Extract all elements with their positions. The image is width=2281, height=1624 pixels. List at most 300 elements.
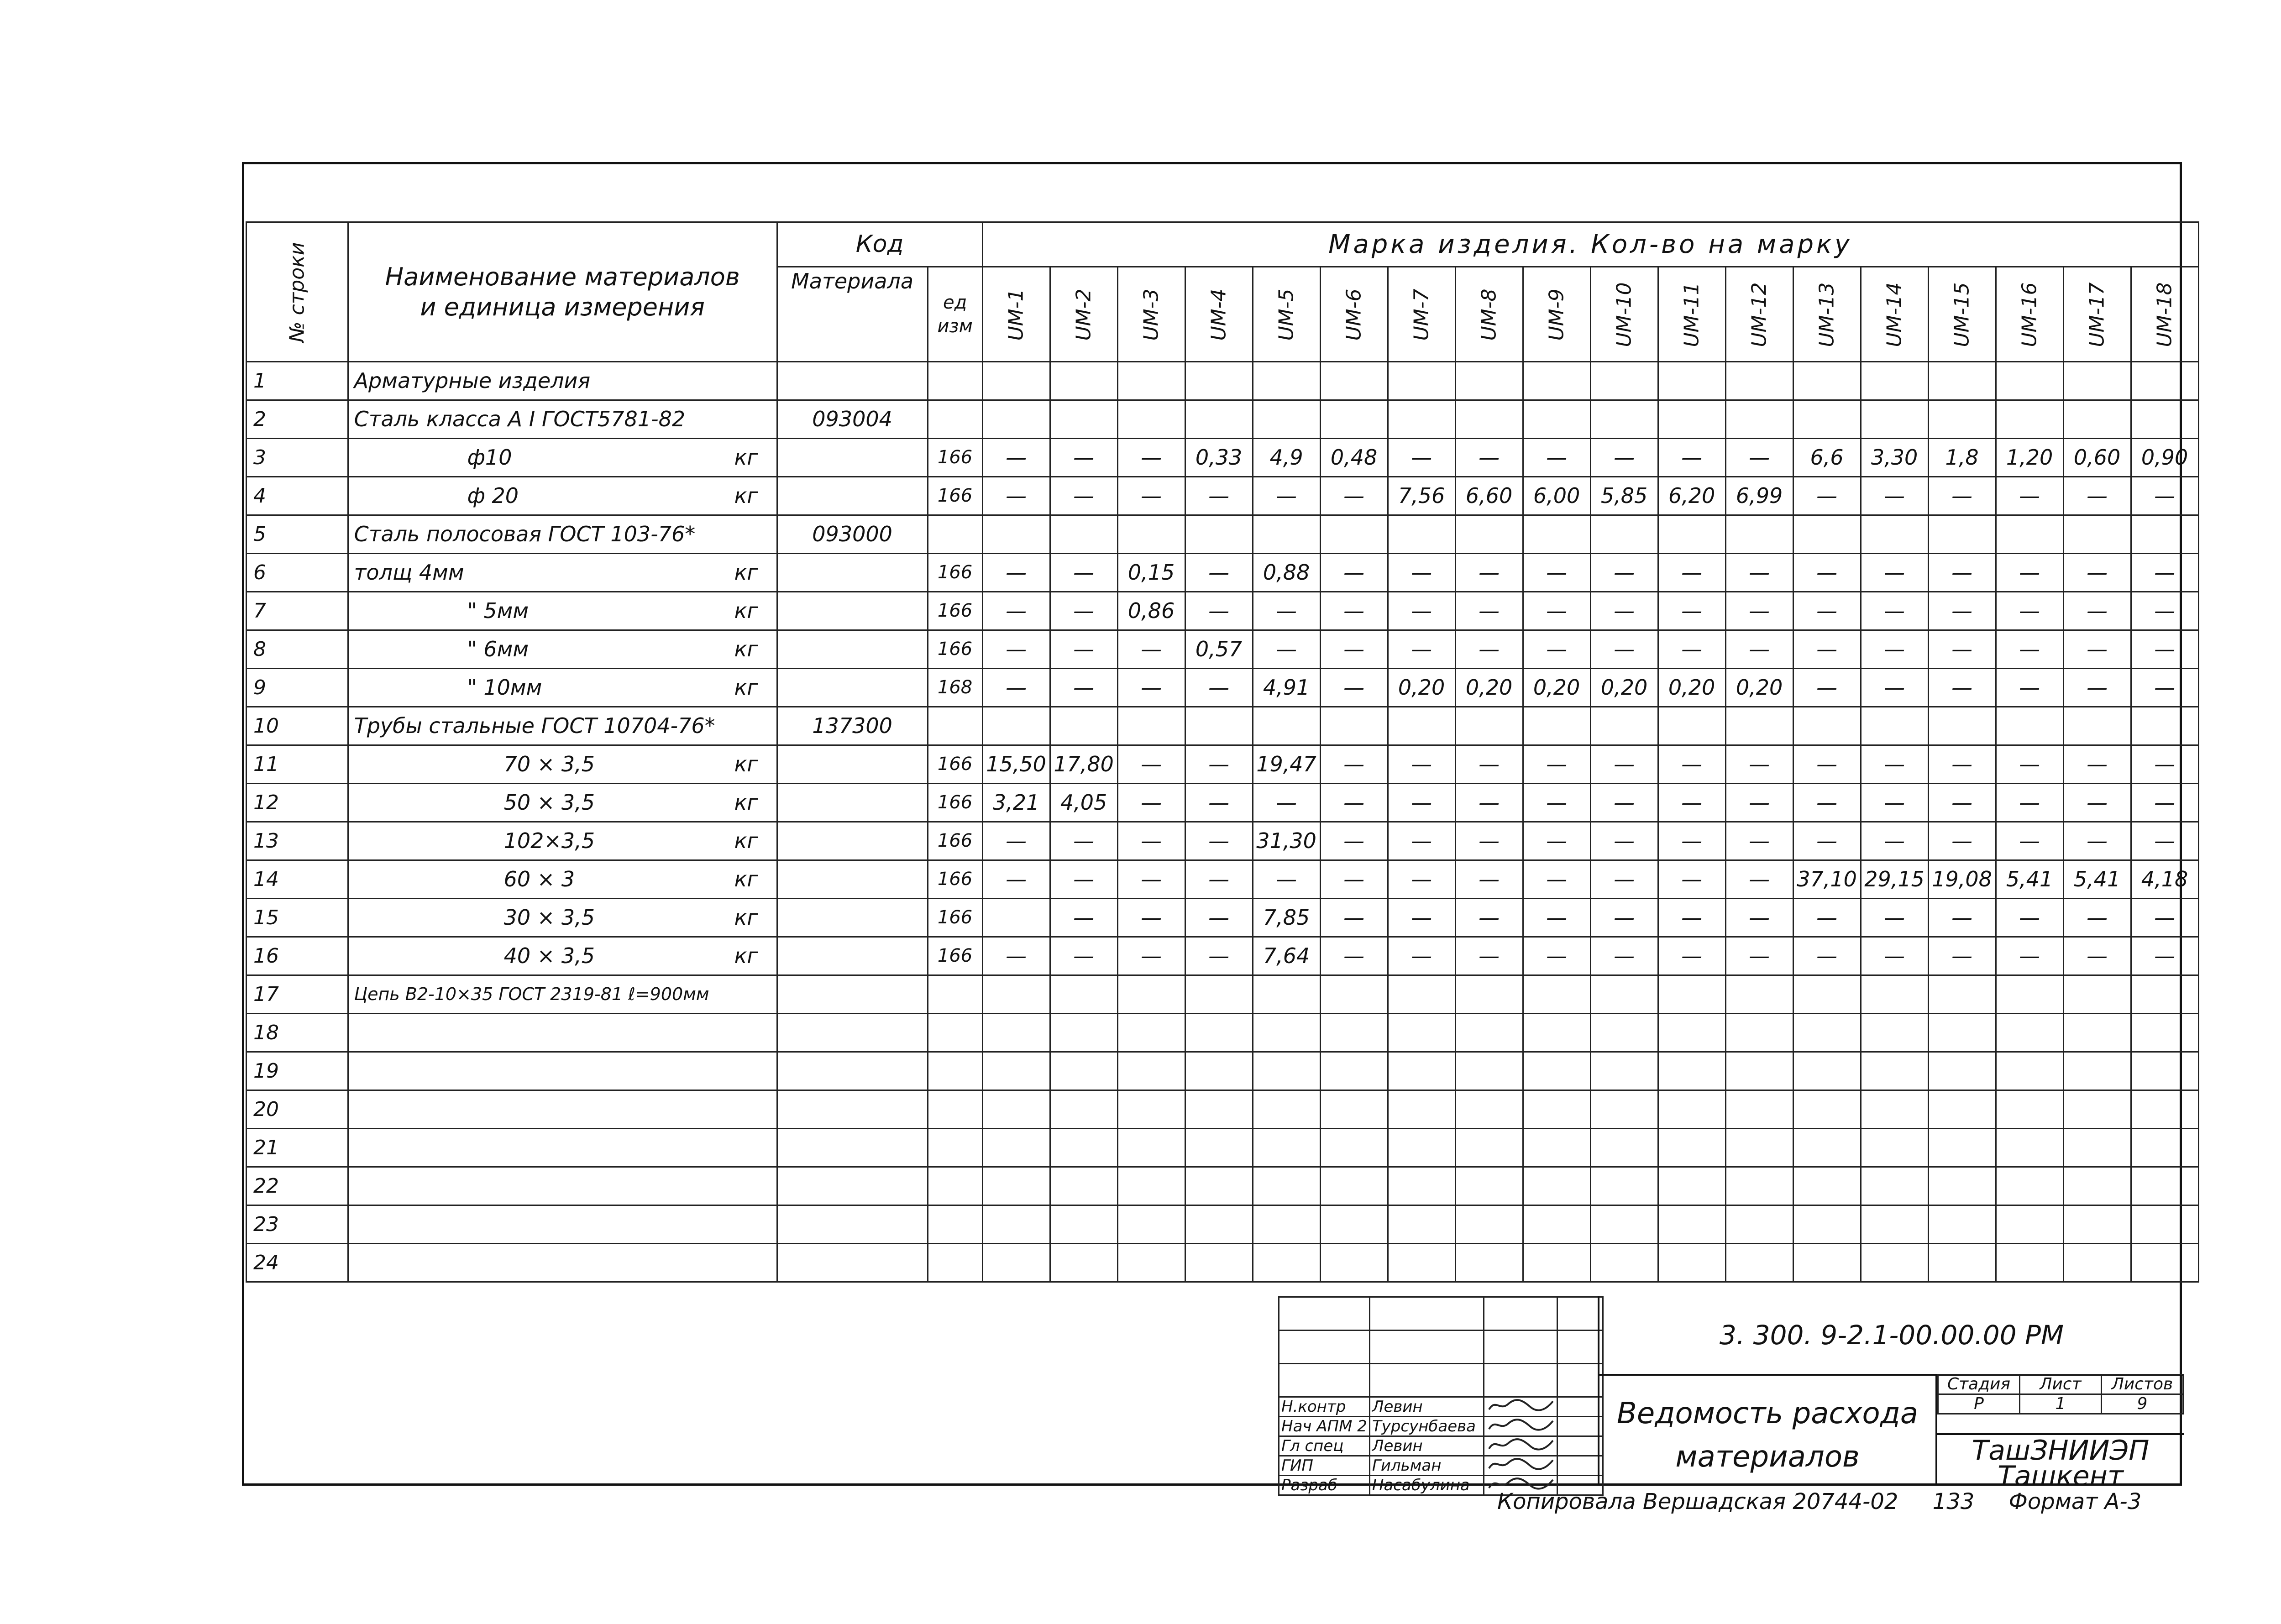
cell-value-text: — [1276, 790, 1297, 815]
row-name [348, 822, 777, 860]
row-code [777, 822, 928, 860]
cell-value [1388, 975, 1455, 1014]
cell-value-text: — [1546, 943, 1568, 968]
cell-value [1996, 400, 2063, 439]
row-name [348, 400, 777, 439]
cell-value-text: — [1208, 790, 1230, 815]
row-number [246, 899, 348, 937]
signature-mark [1484, 1456, 1557, 1476]
row-unit-label: кг [734, 867, 758, 891]
row-code-text: 093000 [812, 522, 892, 546]
cell-value [1861, 899, 1928, 937]
row-number [246, 822, 348, 860]
cell-value [1455, 707, 1523, 745]
cell-value [1388, 784, 1455, 822]
row-code [777, 554, 928, 592]
cell-value [2131, 975, 2198, 1014]
cell-value [1117, 477, 1185, 515]
row-code [777, 937, 928, 975]
cell-value [2131, 1052, 2198, 1090]
cell-value [1455, 439, 1523, 477]
cell-value-text: 0,33 [1195, 445, 1243, 470]
cell-value [1455, 1090, 1523, 1129]
row-name-wrap [349, 707, 776, 744]
cell-value [2131, 515, 2198, 554]
signature-scribble-icon [1486, 1417, 1555, 1433]
cell-value-text: 5,41 [2073, 867, 2121, 891]
cell-value-text: — [1073, 637, 1095, 661]
cell-value [1523, 1244, 1590, 1282]
cell-value [2131, 1244, 2198, 1282]
cell-value-text: — [1411, 828, 1432, 853]
cell-value [982, 362, 1050, 400]
row-unit [928, 745, 982, 784]
cell-value [1725, 1129, 1793, 1167]
cell-value [1725, 1167, 1793, 1205]
cell-value [2131, 860, 2198, 899]
cell-value [1996, 1129, 2063, 1167]
cell-value-text: — [1816, 828, 1838, 853]
cell-value [1590, 899, 1658, 937]
cell-value [1590, 1052, 1658, 1090]
cell-value [1996, 707, 2063, 745]
cell-value-text: — [2019, 943, 2040, 968]
cell-value-text: — [2154, 790, 2176, 815]
cell-value [2063, 515, 2131, 554]
cell-value-text: 5,41 [2006, 867, 2053, 891]
row-unit [928, 975, 982, 1014]
header-mark-text: UM-16 [2018, 282, 2041, 347]
cell-value [1793, 1244, 1861, 1282]
cell-value [1050, 1090, 1117, 1129]
cell-value [1658, 515, 1725, 554]
cell-value [1725, 362, 1793, 400]
row-name [348, 860, 777, 899]
row-number-text: 9 [253, 676, 266, 699]
cell-value [1658, 477, 1725, 515]
signature-role [1279, 1397, 1370, 1417]
row-name-wrap [349, 1091, 776, 1128]
row-name [348, 630, 777, 669]
row-number [246, 592, 348, 630]
cell-value [1185, 899, 1253, 937]
cell-value [1117, 784, 1185, 822]
header-mark-4 [1185, 267, 1253, 362]
cell-value [1050, 669, 1117, 707]
row-name [348, 669, 777, 707]
cell-value [1725, 592, 1793, 630]
header-mark-text: UM-11 [1680, 282, 1704, 347]
row-name-text: " 6мм [467, 637, 529, 661]
cell-value [1050, 515, 1117, 554]
cell-value [2131, 784, 2198, 822]
cell-value [1793, 669, 1861, 707]
row-number-text: 16 [253, 944, 279, 968]
cell-value [1725, 477, 1793, 515]
cell-value [1253, 1014, 1320, 1052]
cell-value [1928, 899, 1996, 937]
cell-value [1658, 1129, 1725, 1167]
cell-value [1928, 975, 1996, 1014]
header-code [777, 222, 982, 267]
cell-value [1658, 1205, 1725, 1244]
cell-value [1388, 477, 1455, 515]
sheet-value: 1 [2020, 1394, 2102, 1414]
cell-value [1185, 592, 1253, 630]
row-code [777, 1205, 928, 1244]
cell-value [1658, 745, 1725, 784]
cell-value [1117, 362, 1185, 400]
cell-value [1455, 1129, 1523, 1167]
cell-value-text: — [1411, 905, 1432, 930]
cell-value [1928, 1052, 1996, 1090]
signature-blank-cell [1557, 1297, 1603, 1331]
table-row [246, 1014, 2199, 1052]
row-code [777, 1014, 928, 1052]
cell-value-text: — [1208, 752, 1230, 776]
signature-mark [1484, 1417, 1557, 1436]
cell-value-text: — [1749, 445, 1770, 470]
row-unit [928, 784, 982, 822]
row-number [246, 362, 348, 400]
sheet-number: 133 [1932, 1489, 1975, 1514]
cell-value [2131, 1167, 2198, 1205]
cell-value [2131, 899, 2198, 937]
row-name-text: 102×3,5 [503, 828, 595, 853]
cell-value-text: — [1614, 943, 1635, 968]
cell-value [982, 1167, 1050, 1205]
row-number-text: 1 [253, 369, 266, 393]
cell-value [1861, 937, 1928, 975]
cell-value-text: 19,47 [1256, 752, 1316, 776]
cell-value [1185, 784, 1253, 822]
cell-value [1050, 1129, 1117, 1167]
cell-value-text: — [1343, 637, 1365, 661]
cell-value [1725, 1205, 1793, 1244]
cell-value-text: 6,99 [1736, 483, 1783, 508]
cell-value [1928, 630, 1996, 669]
cell-value-text: — [1816, 675, 1838, 700]
cell-value [1117, 515, 1185, 554]
cell-value [2063, 630, 2131, 669]
organization-name: ТашЗНИИЭП [1972, 1435, 2150, 1467]
cell-value [1117, 592, 1185, 630]
cell-value [1590, 1129, 1658, 1167]
row-code [777, 1244, 928, 1282]
row-number [246, 477, 348, 515]
cell-value [1793, 1014, 1861, 1052]
cell-value [982, 1205, 1050, 1244]
signature-scribble-icon [1486, 1437, 1555, 1452]
cell-value-text: — [1411, 752, 1432, 776]
cell-value [1928, 822, 1996, 860]
header-mark-text: UM-7 [1410, 288, 1433, 341]
copied-by: Копировала Вершадская 20744-02 [1497, 1489, 1898, 1514]
cell-value-text: — [1141, 790, 1162, 815]
cell-value [1117, 745, 1185, 784]
row-number-text: 7 [253, 599, 266, 623]
cell-value [982, 822, 1050, 860]
cell-value [1117, 1052, 1185, 1090]
cell-value [1658, 1014, 1725, 1052]
cell-value-text: — [1951, 943, 1973, 968]
row-name-text: 40 × 3,5 [503, 943, 595, 968]
cell-value-text: — [1276, 637, 1297, 661]
signature-blank-cell [1484, 1297, 1557, 1331]
row-unit [928, 477, 982, 515]
cell-value-text: — [1749, 752, 1770, 776]
row-number [246, 1129, 348, 1167]
cell-value [1658, 554, 1725, 592]
stage-value: Р [1938, 1394, 2020, 1414]
cell-value [1793, 630, 1861, 669]
cell-value-text: — [1614, 752, 1635, 776]
row-number-text: 12 [253, 791, 279, 814]
cell-value [1658, 592, 1725, 630]
row-code [777, 592, 928, 630]
row-number [246, 745, 348, 784]
cell-value [1253, 592, 1320, 630]
cell-value [1793, 554, 1861, 592]
cell-value-text: — [1884, 560, 1905, 585]
cell-value [1455, 362, 1523, 400]
row-name-wrap [349, 669, 776, 706]
row-unit-label: кг [734, 483, 758, 508]
row-unit-text: 166 [937, 754, 973, 775]
header-material [777, 267, 928, 362]
cell-value [982, 975, 1050, 1014]
cell-value-text: 6,00 [1533, 483, 1580, 508]
cell-value-text: 7,85 [1263, 905, 1310, 930]
cell-value [982, 1129, 1050, 1167]
cell-value-text: 0,86 [1127, 598, 1175, 623]
header-mark-18 [2131, 267, 2198, 362]
cell-value-text: — [1681, 598, 1703, 623]
row-code [777, 1090, 928, 1129]
table-row [246, 860, 2199, 899]
cell-value [1185, 1090, 1253, 1129]
row-name-text: 70 × 3,5 [503, 752, 595, 776]
table-row [246, 439, 2199, 477]
cell-value [1455, 975, 1523, 1014]
cell-value [1117, 860, 1185, 899]
cell-value [1523, 669, 1590, 707]
cell-value-text: — [1951, 675, 1973, 700]
cell-value [1050, 784, 1117, 822]
row-name-wrap [349, 516, 776, 553]
cell-value [2063, 975, 2131, 1014]
header-mark-text: UM-12 [1747, 282, 1771, 347]
cell-value [1388, 1167, 1455, 1205]
header-mark-text: UM-4 [1207, 288, 1231, 341]
cell-value [1725, 554, 1793, 592]
cell-value [1590, 554, 1658, 592]
header-mark-16 [1996, 267, 2063, 362]
row-unit [928, 937, 982, 975]
row-number-text: 4 [253, 484, 266, 508]
cell-value [1320, 784, 1388, 822]
cell-value-text: 17,80 [1054, 752, 1114, 776]
cell-value-text: — [1479, 905, 1500, 930]
cell-value [982, 669, 1050, 707]
cell-value [1861, 400, 1928, 439]
cell-value [1320, 439, 1388, 477]
cell-value [2131, 707, 2198, 745]
row-unit-text: 166 [937, 562, 973, 583]
cell-value [1658, 1090, 1725, 1129]
cell-value [1996, 1244, 2063, 1282]
row-unit [928, 630, 982, 669]
row-number-text: 22 [253, 1174, 279, 1198]
row-name [348, 362, 777, 400]
row-name [348, 707, 777, 745]
cell-value-text: — [1006, 445, 1027, 470]
signature-date [1557, 1397, 1603, 1417]
cell-value [2063, 899, 2131, 937]
cell-value-text: — [1411, 637, 1432, 661]
cell-value-text: — [1411, 790, 1432, 815]
cell-value [1253, 1167, 1320, 1205]
cell-value-text: — [1749, 828, 1770, 853]
cell-value [1928, 515, 1996, 554]
row-name-wrap [349, 899, 776, 936]
cell-value [1861, 784, 1928, 822]
cell-value-text: 4,91 [1263, 675, 1310, 700]
row-name [348, 1244, 777, 1282]
organization [1937, 1433, 2184, 1492]
cell-value [1725, 439, 1793, 477]
cell-value [2063, 1129, 2131, 1167]
row-number [246, 554, 348, 592]
cell-value-text: — [1681, 943, 1703, 968]
row-name-wrap [349, 938, 776, 974]
cell-value-text: — [1546, 560, 1568, 585]
cell-value [1590, 630, 1658, 669]
row-number-text: 24 [253, 1251, 279, 1274]
cell-value-text: — [1208, 867, 1230, 891]
cell-value [1861, 707, 1928, 745]
cell-value [1320, 630, 1388, 669]
cell-value [1793, 1129, 1861, 1167]
row-unit [928, 1129, 982, 1167]
header-mark-text: UM-18 [2153, 282, 2176, 347]
cell-value-text: — [1951, 790, 1973, 815]
cell-value [1455, 400, 1523, 439]
cell-value-text: — [1343, 905, 1365, 930]
row-name-text: Арматурные изделия [354, 368, 591, 393]
cell-value-text: — [1141, 445, 1162, 470]
row-name-wrap [349, 746, 776, 783]
cell-value-text: 4,05 [1060, 790, 1107, 815]
signature-scribble-icon [1486, 1398, 1555, 1413]
cell-value-text: — [1411, 598, 1432, 623]
header-unit-text: ед изм [937, 292, 973, 337]
cell-value [1320, 554, 1388, 592]
cell-value [1725, 1052, 1793, 1090]
cell-value [1455, 1167, 1523, 1205]
cell-value [1996, 975, 2063, 1014]
table-row [246, 1129, 2199, 1167]
cell-value [1253, 439, 1320, 477]
header-mark-10 [1590, 267, 1658, 362]
row-code [777, 745, 928, 784]
cell-value [1253, 477, 1320, 515]
cell-value [982, 784, 1050, 822]
cell-value [982, 477, 1050, 515]
cell-value-text: — [1276, 867, 1297, 891]
cell-value [1455, 515, 1523, 554]
row-unit [928, 439, 982, 477]
table-row [246, 477, 2199, 515]
header-mark-text: UM-13 [1815, 282, 1839, 347]
cell-value [1590, 745, 1658, 784]
cell-value [1388, 1129, 1455, 1167]
row-number-text: 11 [253, 753, 279, 776]
row-unit-label: кг [734, 905, 758, 930]
cell-value-text: — [1141, 828, 1162, 853]
cell-value [1455, 860, 1523, 899]
cell-value [1861, 860, 1928, 899]
signature-role [1279, 1456, 1370, 1476]
cell-value [982, 745, 1050, 784]
cell-value-text: — [1614, 828, 1635, 853]
document-number: 3. 300. 9-2.1-00.00.00 РМ [1599, 1296, 2184, 1376]
cell-value-text: 1,8 [1945, 445, 1979, 470]
cell-value [1996, 592, 2063, 630]
cell-value [2131, 745, 2198, 784]
cell-value [1050, 439, 1117, 477]
signature-row [1279, 1456, 1603, 1476]
cell-value [1793, 439, 1861, 477]
table-row [246, 784, 2199, 822]
cell-value [1996, 1090, 2063, 1129]
row-unit [928, 1052, 982, 1090]
cell-value [1928, 554, 1996, 592]
table-row [246, 707, 2199, 745]
cell-value [2063, 400, 2131, 439]
cell-value [1455, 477, 1523, 515]
cell-value [1455, 1014, 1523, 1052]
cell-value [1725, 1014, 1793, 1052]
row-number [246, 860, 348, 899]
cell-value [1861, 477, 1928, 515]
cell-value [1117, 439, 1185, 477]
cell-value-text: — [1614, 560, 1635, 585]
row-code [777, 439, 928, 477]
cell-value [2063, 439, 2131, 477]
cell-value-text: 7,64 [1263, 943, 1310, 968]
cell-value [1388, 630, 1455, 669]
cell-value-text: 0,88 [1263, 560, 1310, 585]
cell-value [1861, 1244, 1928, 1282]
cell-value-text: — [1141, 867, 1162, 891]
cell-value [1050, 860, 1117, 899]
cell-value [1050, 400, 1117, 439]
row-unit [928, 554, 982, 592]
cell-value-text: — [1208, 828, 1230, 853]
cell-value [1388, 439, 1455, 477]
cell-value [1185, 1167, 1253, 1205]
cell-value [1861, 630, 1928, 669]
cell-value [1861, 554, 1928, 592]
row-unit-text: 166 [937, 830, 973, 851]
row-unit-text: 166 [937, 869, 973, 890]
cell-value-text: — [2087, 637, 2108, 661]
cell-value-text: — [1816, 637, 1838, 661]
cell-value [1658, 1167, 1725, 1205]
cell-value-text: — [2154, 675, 2176, 700]
cell-value [2063, 592, 2131, 630]
